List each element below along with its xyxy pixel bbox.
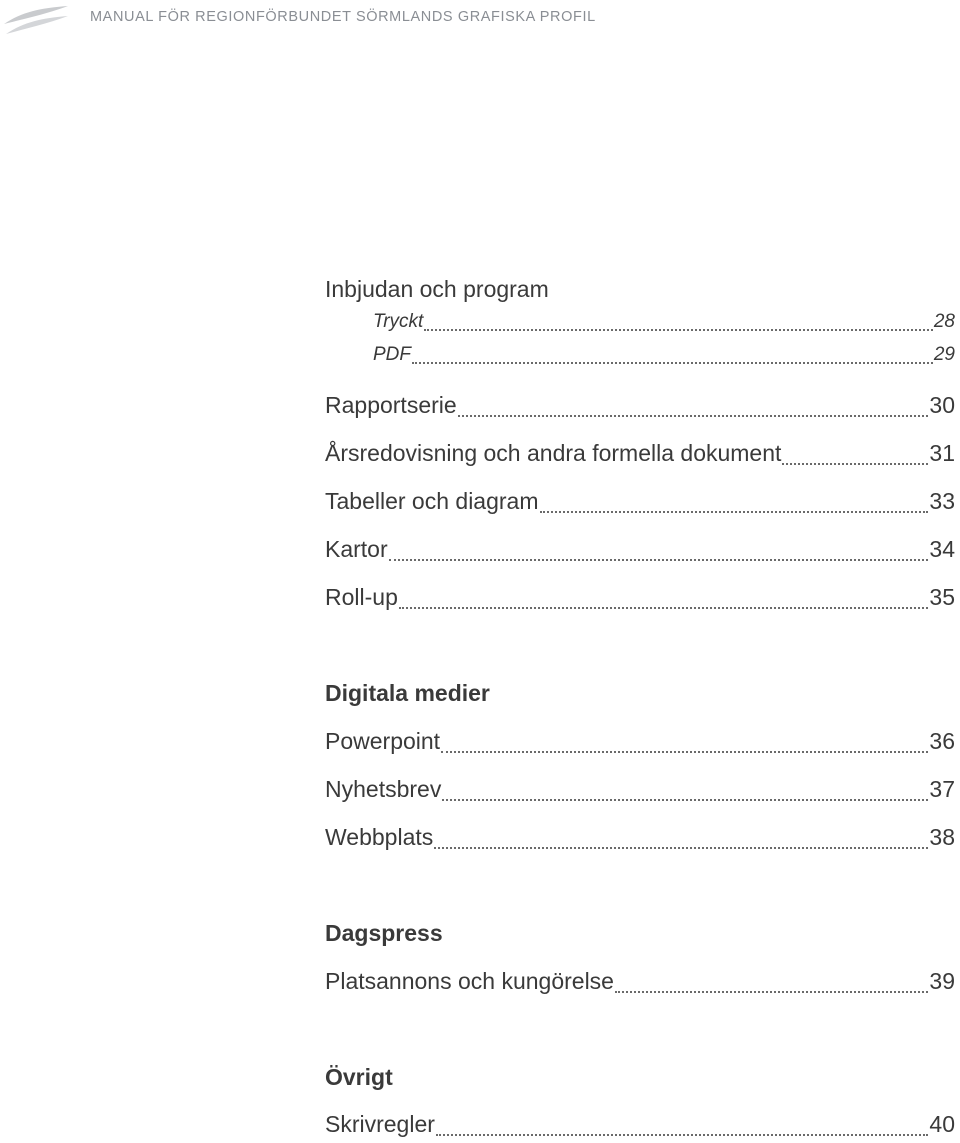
dot-leader [441,751,928,753]
toc-entry-page: 30 [929,392,955,418]
toc-entry[interactable] [373,344,955,374]
toc-entry-label: Tryckt [373,311,424,332]
toc-entry-label: Nyhetsbrev [325,776,442,802]
table-of-contents [325,0,955,1143]
toc-entry-page: 34 [929,536,955,562]
toc-entry-page: 37 [929,776,955,802]
toc-entry[interactable] [325,728,955,758]
toc-entry[interactable] [325,536,955,566]
toc-entry-label: Rapportserie [325,392,457,418]
toc-entry-page: 33 [929,488,955,514]
toc-entry-label: PDF [373,344,411,365]
toc-entry[interactable] [325,440,955,470]
toc-entry-label: Webbplats [325,824,434,850]
toc-entry-label: Roll-up [325,584,398,610]
toc-entry-page: 35 [929,584,955,610]
toc-entry[interactable] [325,584,955,614]
toc-entry[interactable] [325,392,955,422]
dot-leader [782,463,928,465]
toc-entry-page: 29 [933,344,955,365]
toc-entry[interactable] [325,1111,955,1141]
section-heading-invitation: Inbjudan och program [325,276,549,302]
dot-leader [389,559,929,561]
section-heading-digital: Digitala medier [325,680,490,706]
toc-entry[interactable] [325,824,955,854]
dot-leader [540,511,929,513]
toc-entry-page: 39 [929,968,955,994]
toc-entry-page: 28 [933,311,955,332]
toc-entry-page: 40 [929,1111,955,1137]
dot-leader [412,362,933,364]
toc-entry[interactable] [325,968,955,998]
dot-leader [434,847,928,849]
dot-leader [399,607,929,609]
toc-entry[interactable] [325,488,955,518]
section-heading-other: Övrigt [325,1064,393,1090]
toc-entry-label: Platsannons och kungörelse [325,968,614,994]
toc-entry-page: 36 [929,728,955,754]
dot-leader [458,415,929,417]
dot-leader [442,799,928,801]
toc-entry[interactable] [373,311,955,341]
dot-leader [424,329,933,331]
toc-entry-label: Powerpoint [325,728,441,754]
section-heading-press: Dagspress [325,920,443,946]
toc-entry-label: Tabeller och diagram [325,488,539,514]
toc-entry[interactable] [325,776,955,806]
toc-entry-page: 38 [929,824,955,850]
header-title: MANUAL FÖR REGIONFÖRBUNDET SÖRMLANDS GRAFISKA PROFIL [90,9,596,25]
toc-entry-label: Årsredovisning och andra formella dokument [325,440,782,466]
wave-logo-icon [2,2,70,38]
toc-entry-label: Skrivregler [325,1111,435,1137]
toc-entry-label: Kartor [325,536,388,562]
dot-leader [615,991,928,993]
dot-leader [436,1134,928,1136]
toc-entry-page: 31 [929,440,955,466]
